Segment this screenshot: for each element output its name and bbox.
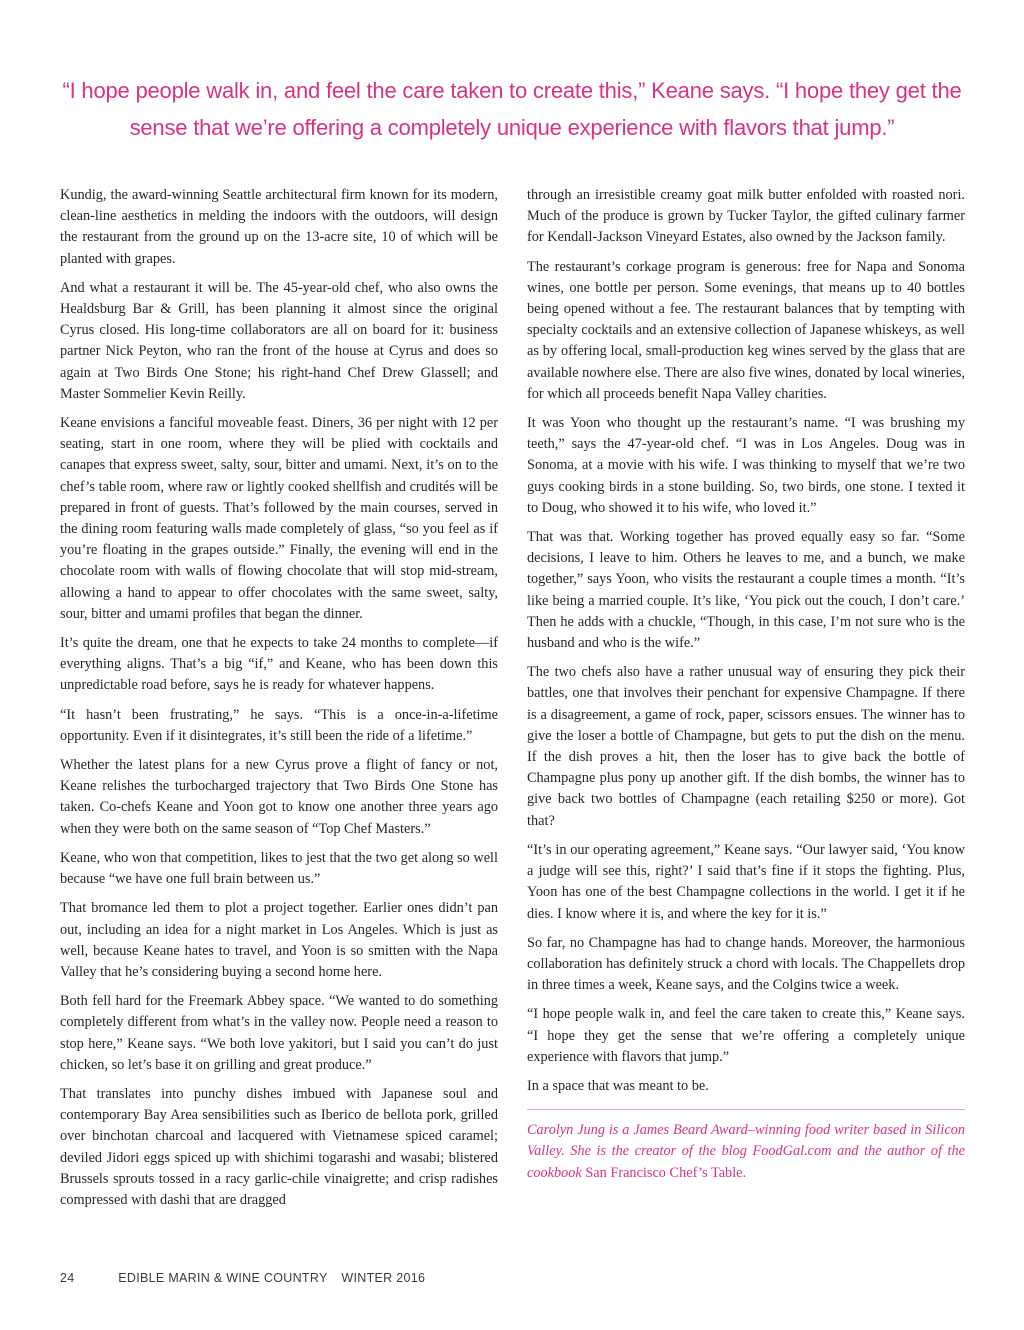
paragraph: “It’s in our operating agreement,” Keane says. “Our lawyer said, ‘You know a judge will see this, right?’ I said that’s fine if it stops the fighting. Plus, Yoon has one of the best Champagne collections in the world. I get it if he dies. I know where it is, and where the key for it is.” (527, 841, 965, 922)
paragraph: So far, no Champagne has had to change hands. Moreover, the harmonious collaboration has definitely struck a chord with locals. The Chappellets drop in three times a week, Keane says, and the Colgins twice a week. (527, 934, 965, 994)
paragraph: That bromance led them to plot a project together. Earlier ones didn’t pan out, including an idea for a night market in Los Angeles. Which is just as well, because Keane hates to travel, and Yoon is so smitten with the Napa Valley that he’s considering buying a second home here. (60, 900, 498, 980)
author-bio-text: Carolyn Jung is a James Beard Award–winning food writer based in Silicon Valley. She is the creator of the blog FoodGal.com and the author of the cookbook (527, 1122, 965, 1181)
page-number: 24 (60, 1271, 75, 1285)
paragraph: Kundig, the award-winning Seattle architectural firm known for its modern, clean-line aesthetics in melding the indoors with the outdoors, will design the restaurant from the ground up on the 13-acre site, 10 of which will be planted with grapes. (60, 187, 498, 267)
paragraph: “I hope people walk in, and feel the care taken to create this,” Keane says. “I hope they get the sense that we’re offering a completely unique experience with flavors that jump.” (527, 1006, 965, 1065)
book-title: San Francisco Chef’s Table. (585, 1164, 747, 1181)
paragraph: The restaurant’s corkage program is generous: free for Napa and Sonoma wines, one bottle per person. Some evenings, that means up to 40 bottles being opened without a fee. The restaurant balances that by tempting with specialty cocktails and an extensive collection of Japanese whiskeys, as well as by offering local, small-production keg wines served by the glass that are available nowhere else. There are also five wines, donated by local wineries, for which all proceeds benefit Napa Valley charities. (527, 258, 965, 402)
paragraph: In a space that was meant to be. (527, 1077, 709, 1094)
paragraph: And what a restaurant it will be. The 45-year-old chef, who also owns the Healdsburg Bar & Grill, has been planning it almost since the original Cyrus closed. His long-time collaborators are all on board for it: business partner Nick Peyton, who ran the front of the house at Cyrus and does so again at Two Birds One Stone; his right-hand Chef Drew Glassell; and Master Sommelier Kevin Reilly. (60, 279, 498, 402)
article-column-right (527, 185, 965, 1192)
author-bio (527, 1120, 965, 1184)
paragraph: “It hasn’t been frustrating,” he says. “This is a once-in-a-lifetime opportunity. Even if it disintegrates, it’s still been the ride of a lifetime.” (60, 706, 498, 744)
page-footer (60, 1271, 425, 1285)
paragraph: The two chefs also have a rather unusual way of ensuring they pick their battles, one that involves their penchant for expensive Champagne. If there is a disagreement, a game of rock, paper, scissors ensues. The winner has to give the loser a bottle of Champagne, but gets to put the dish on the menu. If the dish proves a hit, then the loser has to give back the bottle of Champagne plus pony up another gift. If the dish bombs, the winner has to give back two bottles of Champagne (each retailing $250 or more). Got that? (527, 664, 965, 829)
paragraph: That translates into punchy dishes imbued with Japanese soul and contemporary Bay Area sensibilities such as Iberico de bellota pork, grilled over binchotan charcoal and lacquered with Vietnamese spiced caramel; deviled Jidori eggs spiced up with shichimi togarashi and wasabi; blistered Brussels sprouts tossed in a racy garlic-chile vinaigrette; and crisp radishes compressed with dashi that are dragged (60, 1085, 498, 1208)
issue-date: WINTER 2016 (341, 1271, 426, 1285)
bio-divider (527, 1109, 965, 1110)
publication-name: EDIBLE MARIN & WINE COUNTRY (118, 1271, 328, 1285)
paragraph: Both fell hard for the Freemark Abbey space. “We wanted to do something completely different from what’s in the valley now. People need a reason to stop here,” Keane says. “We both love yakitori, but I said you can’t do just chicken, so let’s base it on grilling and great produce.” (60, 993, 498, 1073)
paragraph: That was that. Working together has proved equally easy so far. “Some decisions, I leave to him. Others he leaves to me, and a bunch, we make together,” says Yoon, who visits the restaurant a couple times a month. “It’s like being a married couple. It’s like, ‘You pick out the couch, I don’t care.’ Then he adds with a chuckle, “Though, in this case, I’m not sure who is the husband and who is the wife.” (527, 529, 965, 652)
pull-quote: “I hope people walk in, and feel the care taken to create this,” Keane says. “I hope they get the sense that we’re offering a completely unique experience with flavors that jump.” (62, 78, 962, 140)
article-column-left (60, 185, 498, 1219)
paragraph: It’s quite the dream, one that he expects to take 24 months to complete—if everything aligns. That’s a big “if,” and Keane, who has been down this unpredictable road before, says he is ready for whatever happens. (60, 635, 498, 694)
paragraph: Whether the latest plans for a new Cyrus prove a flight of fancy or not, Keane relishes the turbocharged trajectory that Two Birds One Stone has taken. Co-chefs Keane and Yoon got to know one another three years ago when they were both on the same season of “Top Chef Masters.” (60, 757, 498, 837)
paragraph: through an irresistible creamy goat milk butter enfolded with roasted nori. Much of the produce is grown by Tucker Taylor, the gifted culinary farmer for Kendall-Jackson Vineyard Estates, also owned by the Jackson family. (527, 187, 965, 246)
paragraph: Keane, who won that competition, likes to jest that the two get along so well because “we have one full brain between us.” (60, 849, 498, 888)
paragraph: It was Yoon who thought up the restaurant’s name. “I was brushing my teeth,” says the 47-year-old chef. “I was in Los Angeles. Doug was in Sonoma, at a movie with his wife. I was thinking to myself that we’re two guys cooking birds in a stone building. So, two birds, one stone. I texted it to Doug, who showed it to his wife, who loved it.” (527, 415, 965, 516)
paragraph: Keane envisions a fanciful moveable feast. Diners, 36 per night with 12 per seating, start in one room, where they will be plied with cocktails and canapes that express sweet, salty, sour, bitter and umami. Next, it’s on to the chef’s table room, where raw or lightly cooked shellfish and crudités will be prepared in front of guests. That’s followed by the main courses, served in the dining room featuring walls made completely of glass, “so you feel as if you’re floating in the grapes outside.” Finally, the evening will end in the chocolate room with walls of flowing chocolate that will stop mid-stream, allowing a hand to appear to offer chocolates with the same sweet, salty, sour, bitter and umami profiles that began the dinner. (60, 415, 498, 622)
